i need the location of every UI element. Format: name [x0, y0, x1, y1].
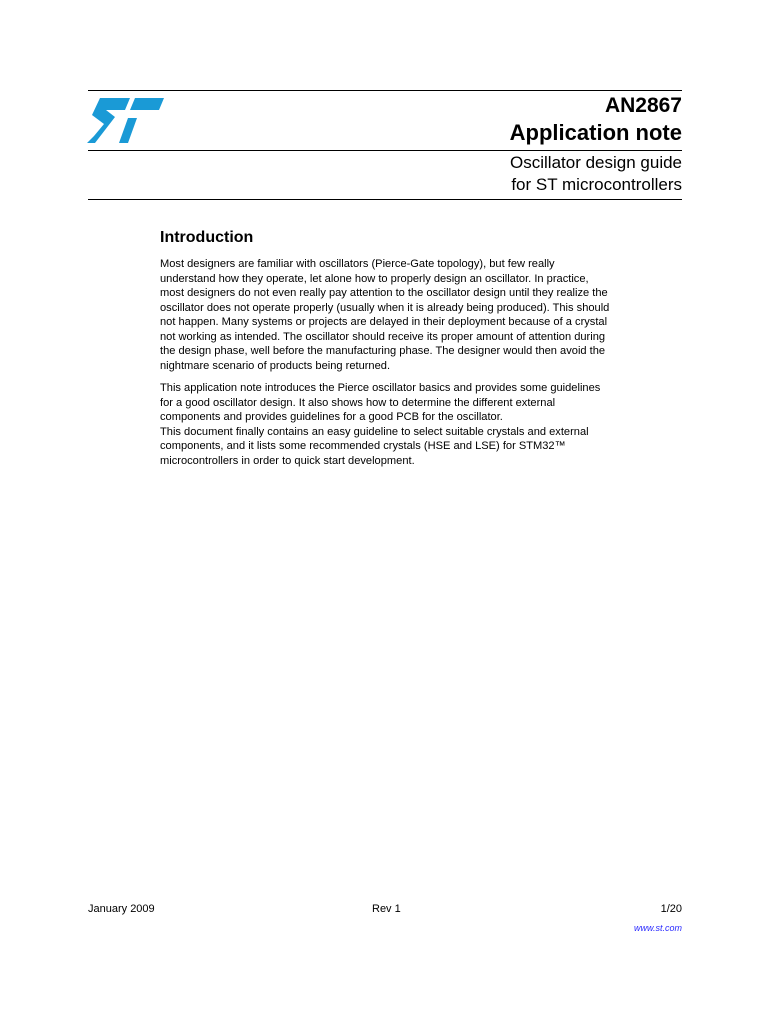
- footer-website-link[interactable]: www.st.com: [633, 923, 682, 933]
- footer-page-number: 1/20: [660, 903, 682, 915]
- document-subtitle: [382, 152, 682, 196]
- text-line: most designers do not even really pay attention to the oscillator design until they realize the: [160, 287, 608, 299]
- text-line: Most designers are familiar with oscillators (Pierce-Gate topology), but few really: [160, 258, 555, 270]
- subtitle-line: for ST microcontrollers: [511, 175, 682, 194]
- document-type: Application note: [509, 120, 682, 145]
- text-line: components, and it lists some recommended crystals (HSE and LSE) for STM32™: [160, 440, 566, 452]
- text-line: for a good oscillator design. It also shows how to determine the different external: [160, 396, 556, 409]
- subtitle-line: Oscillator design guide: [510, 153, 682, 172]
- intro-paragraph-1: [160, 257, 609, 373]
- header-bottom-rule: [88, 199, 682, 200]
- header-top-rule: [88, 90, 682, 91]
- text-line: not working as intended. The oscillator should receive its proper amount of attention during: [160, 330, 606, 343]
- document-number: AN2867: [604, 94, 682, 117]
- text-line: oscillator does not operate properly (usually when it is already being produced). This should: [160, 301, 610, 314]
- text-line: nightmare scenario of products being returned.: [160, 359, 391, 372]
- st-logo-icon: [86, 97, 164, 143]
- header-middle-rule: [88, 150, 682, 151]
- text-line: microcontrollers in order to quick start development.: [160, 454, 415, 467]
- text-line: understand how they operate, let alone how to properly design an oscillator. In practice,: [160, 272, 589, 285]
- section-heading-introduction: Introduction: [160, 229, 254, 246]
- text-line: the design phase, well before the manufacturing phase. The designer would then avoid the: [160, 345, 606, 357]
- footer-revision: Rev 1: [372, 903, 401, 915]
- text-line: components and provides guidelines for a good PCB for the oscillator.: [160, 411, 503, 423]
- text-line: not happen. Many systems or projects are delayed in their deployment because of a crystal: [160, 316, 608, 328]
- intro-paragraph-2: [160, 381, 600, 468]
- footer-date: January 2009: [88, 903, 155, 915]
- text-line: This application note introduces the Pierce oscillator basics and provides some guidelines: [160, 382, 601, 394]
- text-line: This document finally contains an easy guideline to select suitable crystals and external: [160, 425, 589, 438]
